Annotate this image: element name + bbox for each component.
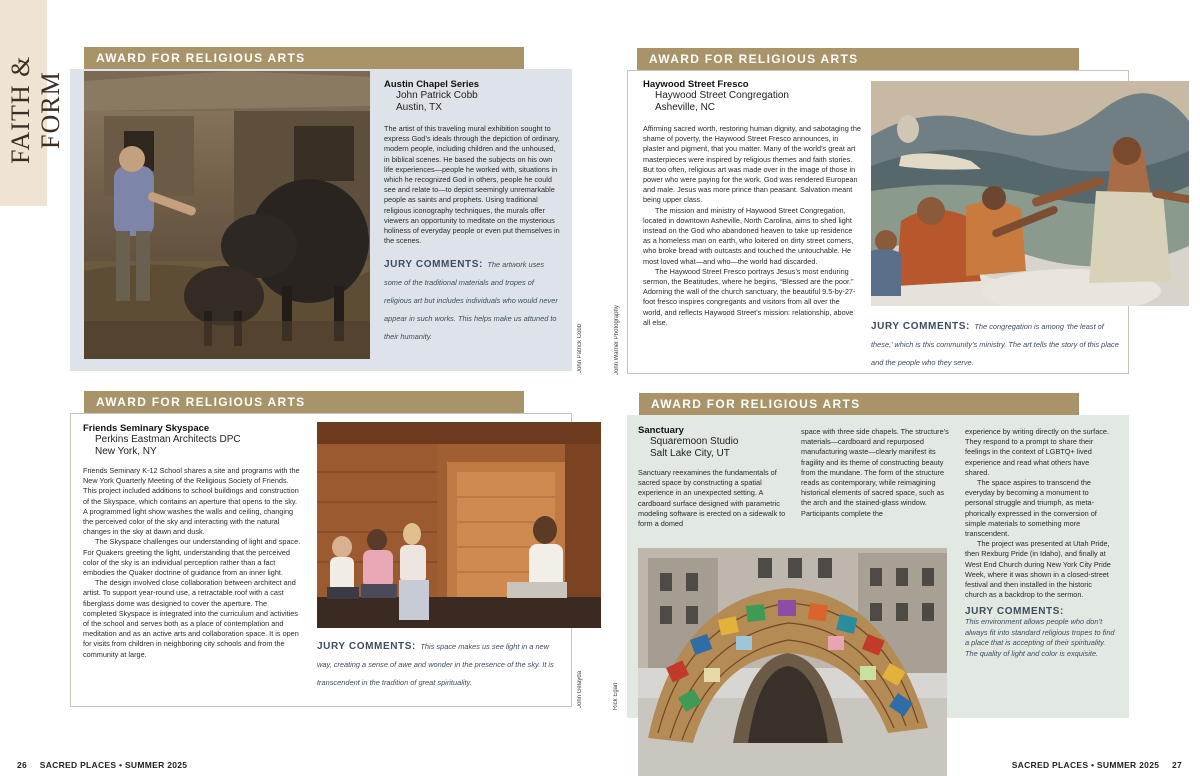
austin-jury-text: The artwork uses some of the traditional materials and tropes of religious art but includes individuals who would never appear in such works. This helps make us attuned to their humanity. xyxy=(384,260,558,342)
sanctuary-photo-credit: Rick Egan xyxy=(613,682,619,710)
sanctuary-jury-heading: JURY COMMENTS: xyxy=(965,606,1064,618)
sanctuary-body-col3-p1: experience by writing directly on the surface. They respond to a prompt to share their feelings in the context of LGBTQ+ lived experience and read what others have shared. xyxy=(965,427,1109,477)
award-banner-austin: AWARD FOR RELIGIOUS ARTS xyxy=(84,47,524,69)
friends-text xyxy=(83,423,301,660)
friends-photo-credit: John Gelayda xyxy=(577,670,583,708)
footer-left xyxy=(17,760,187,770)
footer-right-label: SACRED PLACES • SUMMER 2025 xyxy=(1011,760,1160,770)
sanctuary-body-col1: Sanctuary reexamines the fundamentals of sacred space by constructing a spatial experience in an unexpected setting. A cardboard surface designed with parametric modeling software is erected on a sidewalk to form a domed xyxy=(638,468,786,529)
austin-jury-heading: JURY COMMENTS: xyxy=(384,259,483,271)
friends-body-p2: The Skyspace challenges our understanding of light and space. For Quakers greeting the light, understanding that the perceived color of the sky is an individual perception rather than a fact embodies the Quaker doctrine of guidance from an inner light. xyxy=(83,537,301,578)
award-banner-haywood: AWARD FOR RELIGIOUS ARTS xyxy=(637,48,1079,70)
austin-title: Austin Chapel Series xyxy=(384,79,480,90)
austin-photo-credit: John Patrick Cobb xyxy=(577,323,583,373)
sanctuary-jury-text: This environment allows people who don’t always fit into standard religious tropes to find a place that is accepting of their spirituality. The quality of light and color is exquisite. xyxy=(965,617,1115,658)
friends-jury-heading: JURY COMMENTS: xyxy=(317,641,416,652)
sanctuary-body-col2: space with three side chapels. The structure’s materials—cardboard and repurposed manufacturing waste—clearly manifest its fragility and its theme of constructing beauty from the mundane. The form of the structure reads as contemporary, while reimagining historical elements of sacred space, such as the arch and the stained-glass window. Participants complete the xyxy=(801,427,949,518)
haywood-body-p1: Affirming sacred worth, restoring human dignity, and sabotaging the shame of poverty, the Haywood Street Fresco announces, in plaster and pigment, that you matter. Many of the world’s great art masterpieces were inspired by religious themes and faith stories. But too often, religious art was made over in the image of those in power who were paying for the work. God was rendered European and male. Jesus was more prince than peasant. Salvation meant being upper class. xyxy=(643,124,861,205)
friends-body-p1: Friends Seminary K-12 School shares a site and programs with the New York Quarterly Meeting of the Religious Society of Friends. This project included additions to school buildings and construction of the Skyspace, which contains an aperture that opens to the sky. A programmed light show washes the walls and ceiling, changing the perceived color of the sky and interacting with the natural changes in the sky at dawn and dusk. xyxy=(83,466,300,537)
page-number-left: 26 xyxy=(17,760,28,770)
page-number-right: 27 xyxy=(1171,760,1182,770)
friends-architect: Perkins Eastman Architects DPC xyxy=(95,434,241,445)
austin-location: Austin, TX xyxy=(396,102,442,113)
austin-text xyxy=(384,79,560,344)
haywood-jury-heading: JURY COMMENTS: xyxy=(871,321,970,332)
award-banner-sanctuary: AWARD FOR RELIGIOUS ARTS xyxy=(639,393,1079,415)
friends-jury xyxy=(317,636,565,690)
haywood-title: Haywood Street Fresco xyxy=(643,79,749,90)
haywood-body-p2: The mission and ministry of Haywood Street Congregation, located in downtown Asheville, North Carolina, aims to shed light instead on the God who abandoned heaven to take up residence as a homeless man on earth, who loitered on dirty street corners, who broke bread with outcasts and touched the untouchable. He most loved what—and who—the world had discarded. xyxy=(643,205,854,266)
sanctuary-col3 xyxy=(965,427,1115,659)
austin-body: The artist of this traveling mural exhibition sought to express God’s ideals through the depiction of ordinary, modern people, including children and the unhoused, in biblical scenes. He based the subjects on his own life experiences—people he worked with, situations in which he recognized God in others, people he could see and relate to—to depict seemingly unremarkable people as saints and prophets. Using traditional religious iconography techniques, the murals offer viewers an opportunity to meditate on the mysterious holiness of everyday people or even put themselves in the scenes. xyxy=(384,124,560,246)
haywood-artist: Haywood Street Congregation xyxy=(655,90,789,101)
sanctuary-structure-photo xyxy=(638,548,947,776)
haywood-location: Asheville, NC xyxy=(655,102,716,113)
haywood-jury-text: The congregation is among ‘the least of these,’ which is this community’s ministry. The art tells the story of this place and the people who they serve. xyxy=(871,322,1119,367)
sanctuary-body-col3-p3: The project was presented at Utah Pride, then Rexburg Pride (in Idaho), and finally at West End Church during New York City Pride Week, where it was shown in a closed-street festival and then installed in the historic church as a backdrop to the sermon. xyxy=(965,539,1111,600)
footer-right xyxy=(1012,760,1182,770)
austin-artist: John Patrick Cobb xyxy=(396,90,478,101)
haywood-jury xyxy=(871,316,1119,370)
friends-body-p3: The design involved close collaboration between architect and artist. To support year-round use, a retractable roof with a cast fiberglass dome was designed to cover the aperture. The completed Skyspace is integrated into the curriculum and activities of the school and serves both as a place of contemplation and meditation and as an active arts and collaboration space. It is open for visits from children in neighboring city schools and from the community at large. xyxy=(83,578,299,659)
sanctuary-title: Sanctuary xyxy=(638,425,684,436)
footer-left-label: SACRED PLACES • SUMMER 2025 xyxy=(39,760,188,770)
haywood-text xyxy=(643,79,861,328)
friends-jury-text: This space makes us see light in a new way, creating a sense of awe and wonder in the presence of the sky. It is transcendent in the tradition of great spirituality. xyxy=(317,642,554,687)
haywood-body-p3: The Haywood Street Fresco portrays Jesus’s most enduring sermon, the Beatitudes, where he begins, “Blessed are the poor.” Adorning the wall of the church sanctuary, the beautiful 9.5-by-27-foot fresco inspires congregants and visitors from all over the world, and reflects Haywood Street’s mission: relationship, above all else. xyxy=(643,266,856,327)
haywood-photo-credit: John Warner Photography xyxy=(614,305,620,375)
sanctuary-col1 xyxy=(638,425,790,529)
friends-title: Friends Seminary Skyspace xyxy=(83,423,210,434)
masthead-tab xyxy=(0,0,65,206)
sanctuary-body-col3 xyxy=(965,427,1115,600)
haywood-body xyxy=(643,124,861,328)
haywood-fresco-photo xyxy=(871,81,1189,306)
friends-location: New York, NY xyxy=(95,446,157,457)
award-banner-friends: AWARD FOR RELIGIOUS ARTS xyxy=(84,391,524,413)
friends-skyspace-photo xyxy=(317,422,601,628)
sanctuary-location: Salt Lake City, UT xyxy=(650,448,730,459)
sanctuary-studio: Squaremoon Studio xyxy=(650,436,739,447)
austin-mural-photo xyxy=(84,71,370,359)
sanctuary-body-col3-p2: The space aspires to transcend the everyday by becoming a monument to personal struggle and triumph, as metaphorically expressed in the conversion of simple materials to something more transcendent. xyxy=(965,478,1097,539)
friends-body xyxy=(83,466,301,660)
masthead-title: FAITH & FORM xyxy=(6,55,65,165)
